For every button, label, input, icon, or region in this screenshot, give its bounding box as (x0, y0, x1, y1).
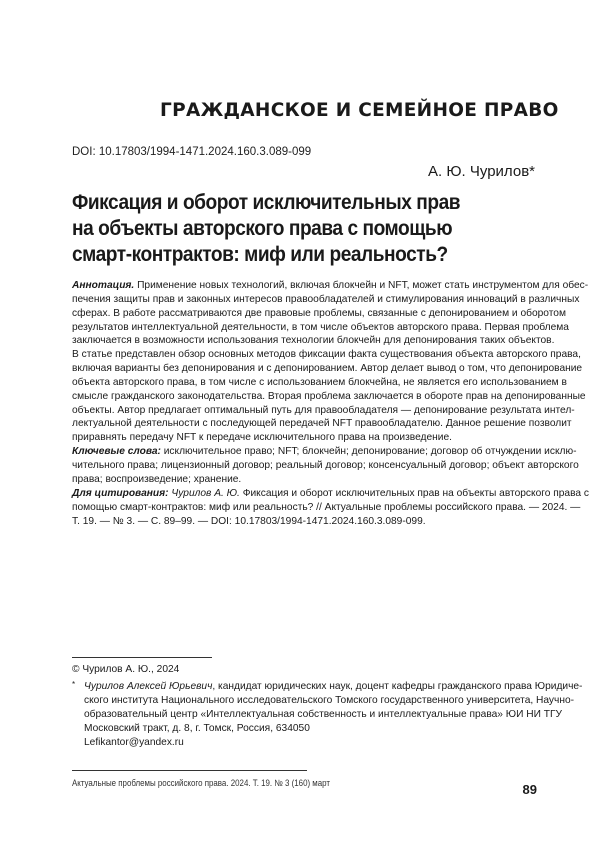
footnote-line: образовательный центр «Интеллектуальная собственность и интеллектуальные права» ЮИ НИ ТГУ (72, 708, 542, 722)
citation-line: Т. 19. — № 3. — С. 89–99. — DOI: 10.17803/1994-1471.2024.160.3.089-099. (72, 515, 536, 529)
citation-author: Чурилов А. Ю. (169, 488, 240, 499)
doi-line[interactable]: DOI: 10.17803/1994-1471.2024.160.3.089-099 (72, 146, 311, 158)
footnote-author-name: Чурилов Алексей Юрьевич (84, 681, 212, 692)
section-heading: ГРАЖДАНСКОЕ И СЕМЕЙНОЕ ПРАВО (160, 100, 535, 121)
abstract-label: Аннотация. (72, 280, 134, 291)
footnote-line: Московский тракт, д. 8, г. Томск, Россия, 634050 (72, 722, 542, 736)
footnote-mark: * (72, 678, 75, 692)
abstract-line: Применение новых технологий, включая блокчейн и NFT, может стать инструментом для обес- (134, 280, 588, 291)
abstract-line: смысле гражданского законодательства. Вторая проблема заключается в обороте прав на депонированные (72, 390, 536, 404)
title-line: смарт-контрактов: миф или реальность? (72, 242, 504, 268)
page-number: 89 (500, 782, 537, 797)
keywords-label: Ключевые слова: (72, 446, 161, 457)
author-email-link[interactable]: Lefikantor@yandex.ru (72, 736, 542, 750)
footnote-divider (72, 657, 212, 658)
keywords-line: исключительное право; NFT; блокчейн; депонирование; договор об отчуждении исклю- (161, 446, 577, 457)
keywords-line: права; воспроизведение; хранение. (72, 473, 536, 487)
citation-line: помощью смарт-контрактов: миф или реальность? // Актуальные проблемы российского права. — 2024. — (72, 501, 536, 515)
footnote-line: ского института Национального исследовательского Томского государственного университета, Научно- (72, 694, 542, 708)
abstract-line: В статье представлен обзор основных методов фиксации факта существования объекта авторского права, (72, 348, 536, 362)
journal-footer: Актуальные проблемы российского права. 2024. Т. 19. № 3 (160) март (72, 778, 330, 788)
abstract-line: печения защиты прав и законных интересов правообладателей и стимулирования инноваций в различных (72, 293, 536, 307)
citation-label: Для цитирования: (72, 488, 169, 499)
abstract (72, 279, 536, 445)
title-line: на объекты авторского права с помощью (72, 216, 504, 242)
citation-line: Фиксация и оборот исключительных прав на объекты авторского права с (240, 488, 589, 499)
citation (72, 487, 536, 529)
title-line: Фиксация и оборот исключительных прав (72, 190, 504, 216)
page-footer-divider (72, 770, 307, 771)
abstract-line: заключается в возможности использования технологии блокчейн для депонирования таких объектов. (72, 334, 536, 348)
abstract-line: включая варианты без депонирования и с депонированием. Автор делает вывод о том, что депонирование (72, 362, 536, 376)
article-author: А. Ю. Чурилов* (330, 163, 535, 180)
keywords (72, 445, 536, 487)
article-title (72, 190, 504, 268)
abstract-line: объекты. Автор предлагает оптимальный путь для правообладателя — депонирование результата интел- (72, 404, 536, 418)
keywords-line: чительного права; лицензионный договор; реальный договор; консенсуальный договор; объект авторского (72, 459, 536, 473)
abstract-line: лектуальной деятельности с последующей передачей NFT правообладателю. Данное решение позволит (72, 417, 536, 431)
abstract-line: приравнять передачу NFT к передаче исключительного права на произведение. (72, 431, 536, 445)
abstract-line: результатов интеллектуальной деятельности, в том числе объектов авторского права. Первая проблема (72, 321, 536, 335)
abstract-line: сферах. В работе рассматриваются две правовые проблемы, связанные с депонированием и оборотом (72, 307, 536, 321)
author-footnote (72, 680, 542, 750)
copyright-line: © Чурилов А. Ю., 2024 (72, 664, 179, 675)
footnote-line: , кандидат юридических наук, доцент кафедры гражданского права Юридиче- (212, 681, 582, 692)
abstract-line: объекта авторского права, в том числе с использованием блокчейна, не является его использованием в (72, 376, 536, 390)
